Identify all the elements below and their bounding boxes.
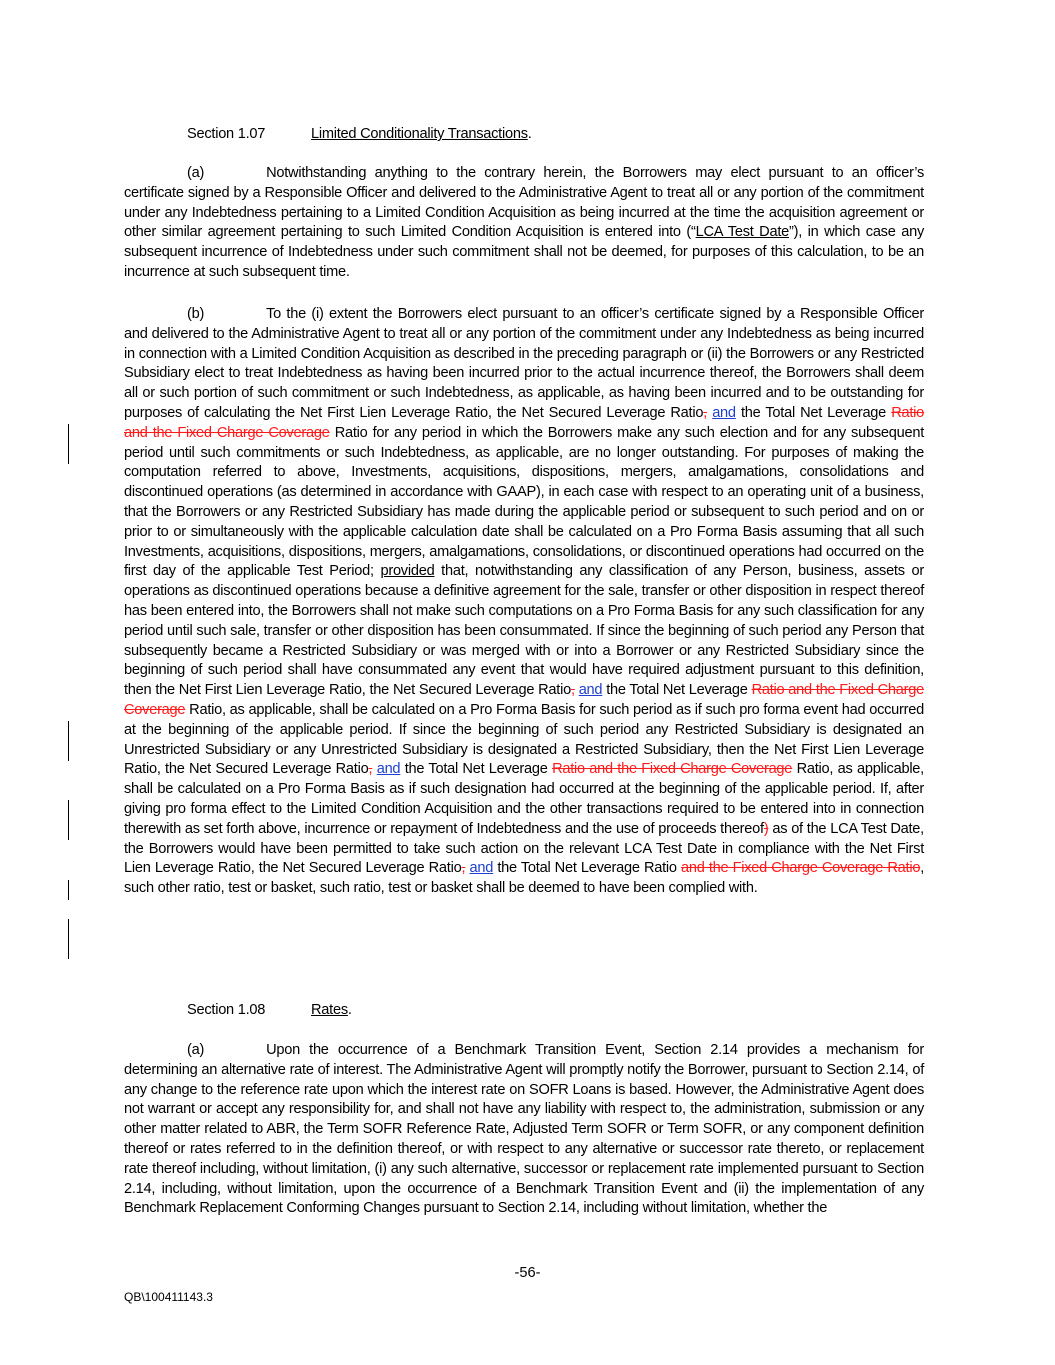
paragraph-text: Upon the occurrence of a Benchmark Transition Event, Section 2.14 provides a mechanism for determining an alternative rate of interest. The Administrative Agent will promptly notify the Borrower, pursuant to Section 2.14, of any change to the reference rate upon which the interest rate on SOFR Loans is based. However, the Administrative Agent does not warrant or accept any responsibility for, and shall not have any liability with respect to, the administration, submission or any other matter related to ABR, the Term SOFR Reference Rate, Adjusted Term SOFR or Term SOFR, or any component definition thereof or rates referred to in the definition thereof, or with respect to any alternative or successor rate thereto, or replacement rate thereof including, without limitation, (i) any such alternative, successor or replacement rate implemented pursuant to Section 2.14, including, without limitation, upon the occurrence of a Benchmark Transition Event and (ii) the implementation of any Benchmark Replacement Conforming Changes pursuant to Section 2.14, including without limitation, whether the — [124, 1042, 924, 1217]
inserted-text: and — [376, 761, 401, 778]
section-1-07-paragraph-a — [124, 164, 924, 283]
paragraph-marker: (a) — [187, 1042, 205, 1058]
section-number: Section 1.08 — [187, 1002, 266, 1018]
inserted-text: and — [469, 860, 494, 877]
section-title: Limited Conditionality Transactions — [311, 126, 528, 142]
section-1-08-paragraph-a — [124, 1041, 924, 1219]
deleted-text: and the Fixed Charge Coverage Ratio — [681, 860, 921, 877]
deleted-text: , — [461, 860, 466, 877]
deleted-text: , — [703, 404, 708, 421]
deleted-text: , — [368, 761, 373, 778]
paragraph-text: Ratio for any period in which the Borrowers make any such election and for any subsequent period until such commitments or such Indebtedness, as applicable, are no longer outstanding. For purposes of making the computation referred to above, Investments, acquisitions, dispositions, mergers, amalgamations, consolidations and discontinued operations (as determined in accordance with GAAP), in each case with respect to an operating unit of a business, that the Borrowers or any Restricted Subsidiary has made during the applicable period or subsequent to such period and on or prior to or simultaneously with the applicable calculation date shall be calculated on a Pro Forma Basis assuming that all such Investments, acquisitions, dispositions, mergers, amalgamations, consolidations, or discontinued operations had occurred on the first day of the applicable Test Period; — [124, 424, 925, 580]
deleted-text: Ratio and the Fixed Charge Coverage — [124, 682, 924, 718]
change-bar — [68, 919, 69, 959]
section-1-07-paragraph-b — [124, 305, 924, 899]
section-1-07-heading: Section 1.07 Limited Conditionality Transactions. — [187, 126, 532, 142]
deleted-text: Ratio and the Fixed Charge Coverage — [124, 404, 925, 441]
paragraph-text: the Total Net Leverage — [606, 682, 748, 699]
paragraph-text: Ratio, as applicable, shall be calculated on a Pro Forma Basis as if such designation had occurred at the beginning of the applicable period. If, after giving pro forma effect to the Limited Condition Acquisition and the other transactions required to be entered into in connection therewith as set forth above, incurrence or repayment of Indebtedness and the use of proceeds thereof — [124, 761, 924, 837]
paragraph-marker: (a) — [187, 165, 205, 181]
change-bar — [68, 721, 69, 761]
change-bar — [68, 424, 69, 464]
deleted-text: ) — [763, 820, 769, 837]
paragraph-text: the Total Net Leverage Ratio — [497, 860, 677, 877]
inserted-text: and — [578, 682, 603, 699]
section-title: Rates — [311, 1002, 348, 1018]
page-number: -56- — [514, 1265, 541, 1281]
deleted-text: Ratio and the Fixed Charge Coverage — [552, 761, 793, 778]
paragraph-text: Notwithstanding anything to the contrary herein, the Borrowers may elect pursuant to an officer’s certificate signed by a Responsible Officer and delivered to the Administrative Agent to treat all or any portion of the commitment under any Indebtedness pertaining to a Limited Condition Acquisition as being incurred at the time the acquisition agreement or other similar agreement pertaining to such Limited Condition Acquisition is entered into (“ — [124, 165, 924, 241]
paragraph-text: ”), in which case any subsequent incurrence of Indebtedness under such commitment shall not be deemed, for purposes of this calculation, to be an incurrence at such subsequent time. — [124, 224, 924, 280]
section-number: Section 1.07 — [187, 126, 266, 142]
paragraph-text: as of the LCA Test Date, the Borrowers would have been permitted to take such action on the relevant LCA Test Date in compliance with the Net First Lien Leverage Ratio, the Net Secured Leverage Ratio — [124, 820, 924, 877]
paragraph-text: the Total Net Leverage — [404, 761, 548, 778]
paragraph-text: , such other ratio, test or basket, such ratio, test or basket shall be deemed to have been complied with. — [124, 860, 924, 897]
inserted-text: and — [712, 404, 736, 421]
defined-term: LCA Test Date — [695, 224, 789, 241]
paragraph-text: To the (i) extent the Borrowers elect pursuant to an officer’s certificate signed by a Responsible Officer and delivered to the Administrative Agent to treat all or any portion of the commitment under any Indebtedness as being incurred in connection with a Limited Condition Acquisition as described in the preceding paragraph or (ii) the Borrowers or any Restricted Subsidiary elect to treat Indebtedness as having been incurred prior to the actual incurrence thereof, the Borrowers shall deem all or such portion of such commitment or such Indebtedness, as applicable, as having been incurred and to be outstanding for purposes of calculating the Net First Lien Leverage Ratio, the Net Secured Leverage Ratio — [124, 306, 924, 421]
deleted-text: , — [570, 682, 575, 699]
paragraph-text: the Total Net Leverage — [740, 404, 887, 421]
change-bar — [68, 800, 69, 840]
change-bar — [68, 880, 69, 900]
defined-term: provided — [380, 563, 435, 580]
paragraph-text: Ratio, as applicable, shall be calculated on a Pro Forma Basis for such period as if such pro forma event had occurred at the beginning of the applicable period. If since the beginning of such period any Restricted Subsidiary is designated an Unrestricted Subsidiary or any Unrestricted Subsidiary is designated a Restricted Subsidiary, then the Net First Lien Leverage Ratio, the Net Secured Leverage Ratio — [124, 701, 924, 778]
section-1-08-heading: Section 1.08 Rates. — [187, 1002, 352, 1018]
paragraph-text: that, notwithstanding any classification of any Person, business, assets or operations as discontinued operations because a definitive agreement for the sale, transfer or other disposition in respect thereof has been entered into, the Borrowers shall not make such computations on a Pro Forma Basis for any such classification for any period until such sale, transfer or other disposition has been consummated. If since the beginning of such period any Person that subsequently became a Restricted Subsidiary or was merged with or into a Borrower or any Restricted Subsidiary since the beginning of such period shall have consummated any event that would have required adjustment pursuant to this definition, then the Net First Lien Leverage Ratio, the Net Secured Leverage Ratio — [124, 563, 924, 699]
paragraph-marker: (b) — [187, 306, 205, 322]
document-id: QB\100411143.3 — [124, 1290, 213, 1304]
